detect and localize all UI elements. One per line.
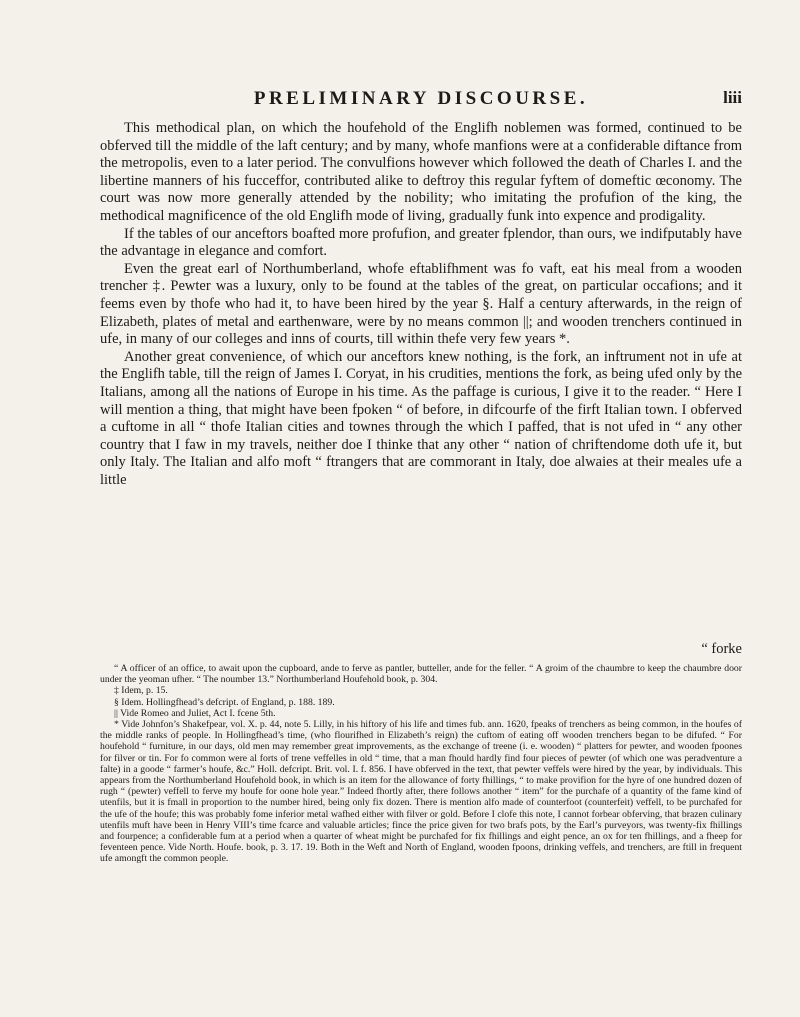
catchword: “ forke	[701, 641, 742, 657]
footnotes	[100, 663, 742, 865]
paragraph: Even the great earl of Northumberland, whofe eftablifhment was fo vaft, eat his meal from a wooden trencher ‡. Pewter was a luxury, only to be found at the tables of the great, on particular occafions; and it feems even by thofe who had it, to have been hired by the year §. Half a century afterwards, in the reign of Elizabeth, plates of metal and earthenware, were by no means common ||; and wooden trenchers continued in ufe, in many of our colleges and inns of courts, till within thefe very few years *.	[100, 260, 742, 348]
paragraph: This methodical plan, on which the houfehold of the Englifh noblemen was formed, continued to be obferved till the middle of the laft century; and by many, whofe manfions were at a confiderable diftance from the metropolis, even to a later period. The convulfions however which followed the death of Charles I. and the libertine manners of his fucceffor, contributed alike to deftroy this regular fyftem of domeftic œconomy. The court was now more generally attended by the nobility; who imitating the profufion of the king, the methodical magnificence of the old Englifh mode of living, gradually funk into expence and prodigality.	[100, 120, 742, 224]
running-head: PRELIMINARY DISCOURSE.	[253, 88, 589, 109]
page-header	[100, 88, 742, 112]
footnote: || Vide Romeo and Juliet, Act I. fcene 5th.	[114, 707, 276, 719]
page-number: liii	[723, 88, 742, 107]
footnote: “ A officer of an office, to await upon the cupboard, ande to ferve as pantler, butteller, ande for the feller. “ A groim of the chaumbre to keep the chaumbre door under the yeoman ufher. “ The noumber 13.” Northumberland Houfehold book, p. 304.	[100, 663, 742, 686]
footnote: ‡ Idem, p. 15.	[114, 685, 168, 697]
footnote: § Idem. Hollingfhead’s defcript. of England, p. 188. 189.	[114, 696, 335, 708]
paragraph: If the tables of our anceftors boafted more profufion, and greater fplendor, than ours, we indifputably have the advantage in elegance and comfort.	[100, 225, 742, 260]
footnote: * Vide Johnfon’s Shakefpear, vol. X. p. 44, note 5. Lilly, in his hiftory of his life and times fub. ann. 1620, fpeaks of trenchers as being common, in the houfes of the middle ranks of people. In Hollingfhead’s time, (who flourifhed in Elizabeth’s reign) the cuftom of eating off wooden trenchers began to be difufed. “ For houfehold “ furniture, in our days, old men may remember great improvements, as the exchange of treene (i. e. wooden) “ platters for pewter, and wooden fpoones for filver or tin. For fo common were al forts of trene veffelles in old “ time, that a man fhould hardly find four pieces of pewter (of which one was peradventure a falte) in a goode “ farmer’s houfe, &c.” Holl. defcript. Brit. vol. I. f. 856. I have obferved in the text, that pewter veffels were hired by the year, by individuals. This appears from the Northumberland Houfehold book, in which is an item for the allowance of forty fhillings, “ to make provifion for the hyre of one hundred dozen of rugh “ (pewter) veffell to ferve my houfe for oone hole year.” Indeed fhortly after, there follows another “ item” for the purchafe of a quantity of the fame kind of utenfils, but it is fmall in proportion to the number hired, being only fix dozen. There is mention alfo made of counterfoot (counterfeit) veffell, to be purchafed for the ufe of the houfe; this was probably fome inferior metal wafhed either with filver or gold. Before I clofe this note, I cannot forbear obferving, that brazen culinary utenfils muft have been in Henry VIII’s time fcarce and valuable articles; fince the price given for two brafs pots, by the Earl’s purveyors, was twenty-fix fhillings and fourpence; a confiderable fum at a period when a quarter of wheat might be purchafed for fix fhillings and eight pence, an ox for ten fhillings, and a fheep for feventeen pence. Vide North. Houfe. book, p. 3. 17. 19. Both in the Weft and North of England, wooden fpoons, drinking veffels, and trenchers, are ftill in frequent ufe amongft the common people.	[100, 719, 742, 865]
paragraph: Another great convenience, of which our anceftors knew nothing, is the fork, an inftrument not in ufe at the Englifh table, till the reign of James I. Coryat, in his crudities, mentions the fork, as being ufed only by the Italians, among all the nations of Europe in his time. As the paffage is curious, I give it to the reader. “ Here I will mention a thing, that might have been fpoken “ of before, in difcourfe of the firft Italian town. I obferved a cuftome in all “ thofe Italian cities and townes through the which I paffed, that is not ufed in “ any other country that I faw in my travels, neither doe I thinke that any other “ nation of chriftendome doth ufe it, but only Italy. The Italian and alfo moft “ ftrangers that are commorant in Italy, doe alwaies at their meales ufe a little	[100, 348, 742, 488]
body-text	[100, 120, 742, 489]
